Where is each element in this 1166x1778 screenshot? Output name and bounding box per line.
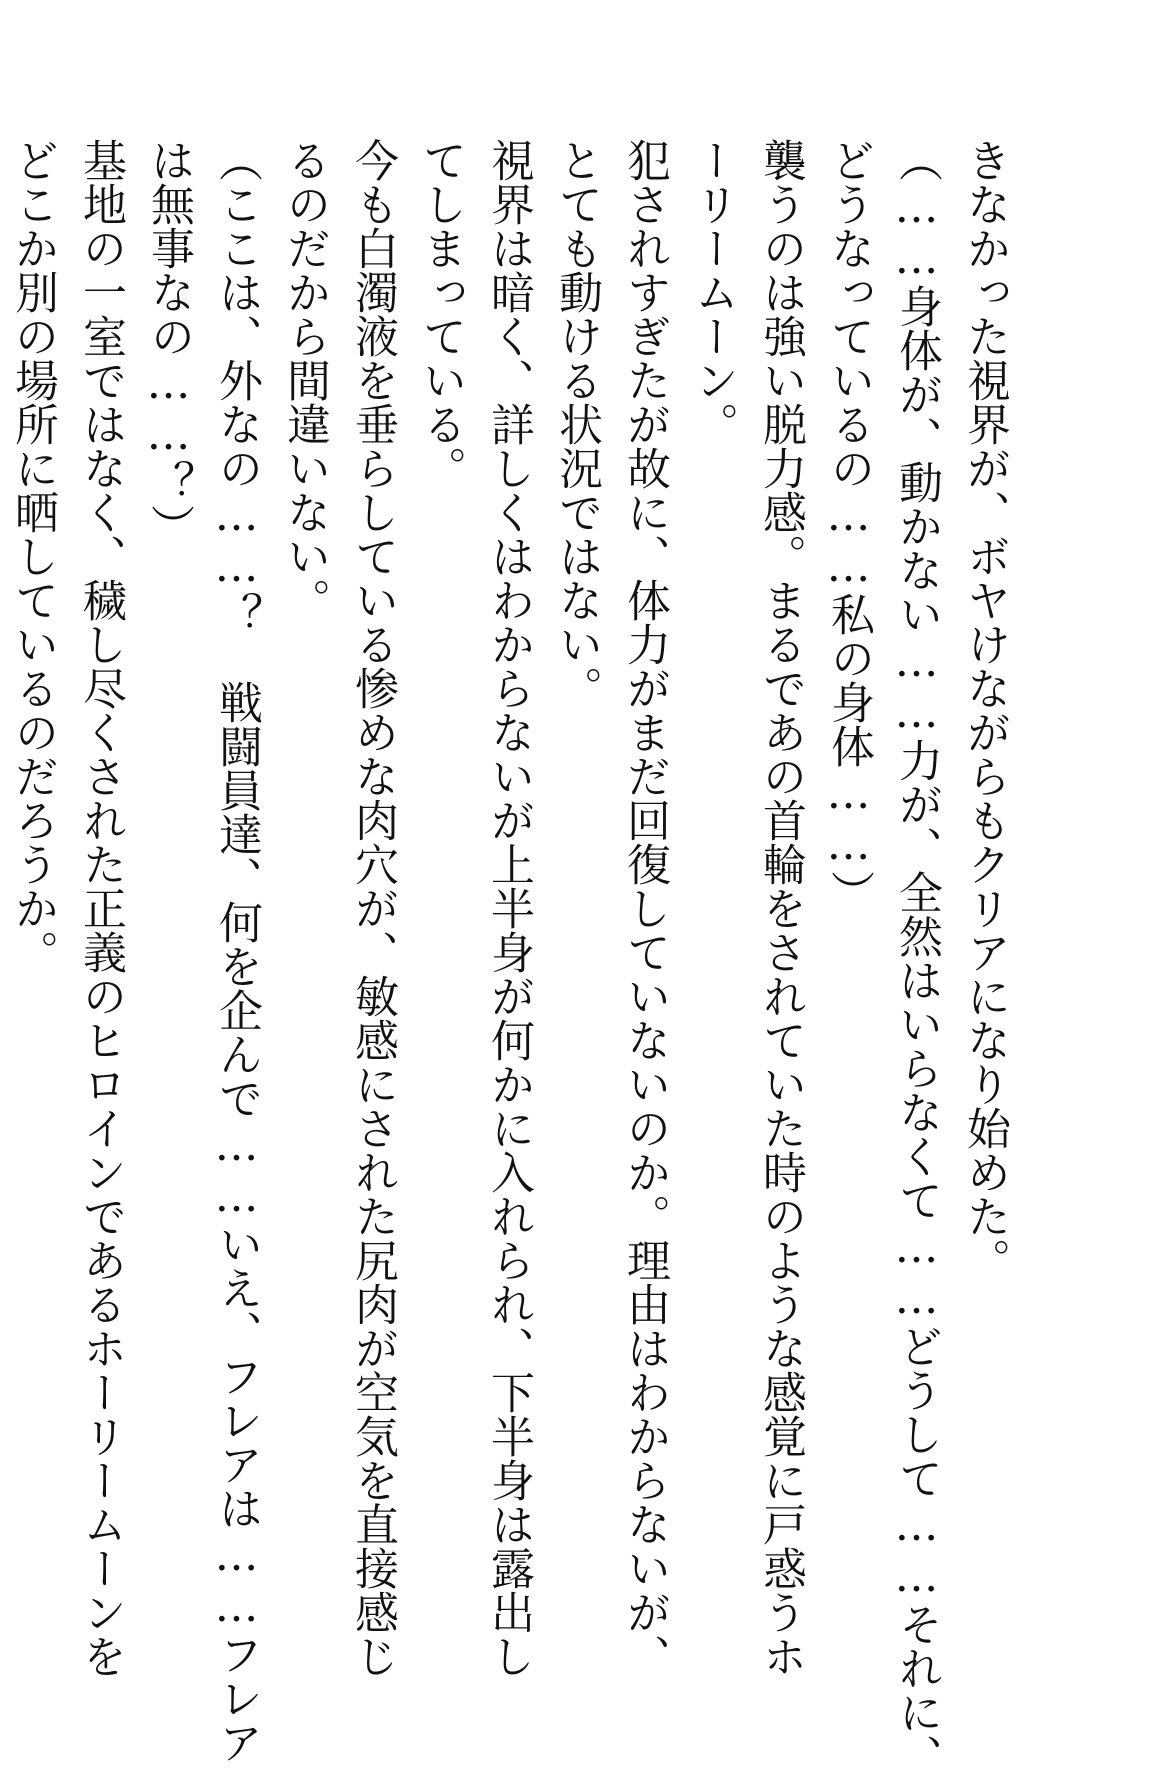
- text-line: 今も白濁液を垂らしている惨めな肉穴が、敏感にされた尻肉が空気を直接感じ: [347, 138, 398, 1678]
- text-line: （……身体が、動かない……力が、全然はいらなくて……どうして……それに、: [891, 138, 942, 1778]
- text-line: 視界は暗く、詳しくはわからないが上半身が何かに入れられ、下半身は露出し: [483, 138, 534, 1678]
- text-line: るのだから間違いない。: [279, 138, 330, 622]
- text-line: とても動ける状況ではない。: [551, 138, 602, 710]
- text-line: どうなっているの……私の身体……）: [823, 138, 874, 914]
- text-line: は無事なの……？）: [143, 138, 194, 548]
- vertical-text-block: [0, 138, 1018, 1778]
- text-line: 襲うのは強い脱力感。まるであの首輪をされていた時のような感覚に戸惑うホ: [755, 138, 806, 1678]
- text-line: どこか別の場所に晒しているのだろうか。: [7, 138, 58, 974]
- text-line: 犯されすぎたが故に、体力がまだ回復していないのか。理由はわからないが、: [619, 138, 670, 1678]
- text-line: てしまっている。: [415, 138, 466, 490]
- text-line: 基地の一室ではなく、穢し尽くされた正義のヒロインであるホーリームーンを: [75, 138, 126, 1678]
- text-line: きなかった視界が、ボヤけながらもクリアになり始めた。: [959, 138, 1010, 1282]
- text-line: （ここは、外なの……？ 戦闘員達、何を企んで……いえ、フレアは……フレア: [211, 138, 262, 1764]
- text-line: ーリームーン。: [687, 138, 738, 446]
